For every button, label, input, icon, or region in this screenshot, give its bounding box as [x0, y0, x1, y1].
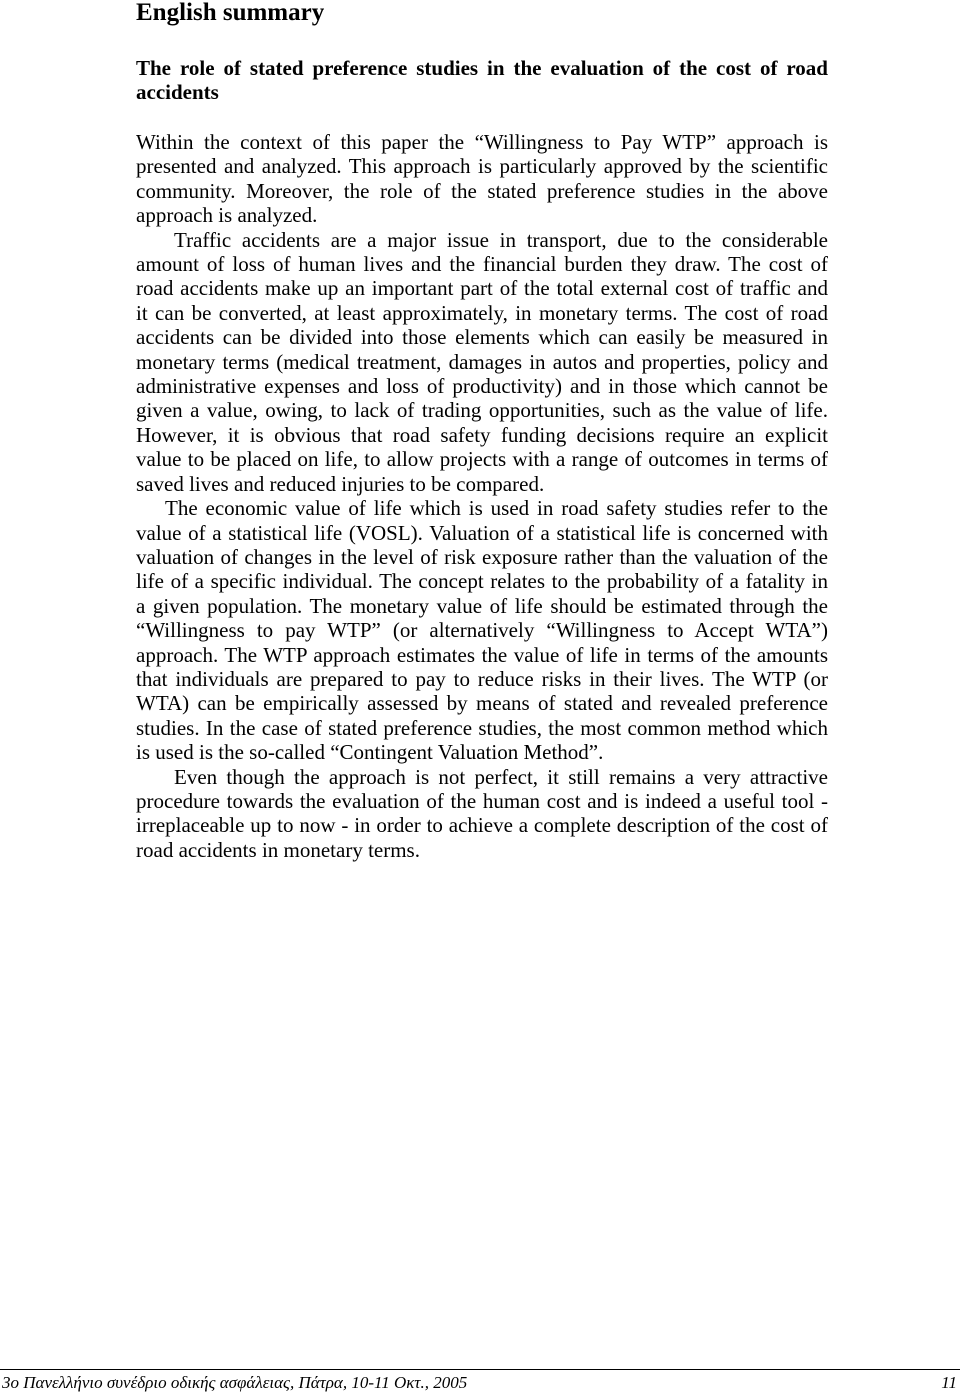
heading-line: accidents [136, 80, 219, 104]
body-line: presented and analyzed. This approach is particularly approved by the scientific [136, 154, 828, 179]
body-line: WTA) can be empirically assessed by means of stated and revealed preference [136, 691, 828, 716]
body-line: approach is analyzed. [136, 203, 318, 228]
body-line: that individuals are prepared to pay to reduce risks in their lives. The WTP (or [136, 666, 828, 691]
body-line: accidents can be divided into those elements which can easily be measured in [136, 325, 828, 350]
heading-line: The role of stated preference studies in the evaluation of the cost of road [136, 56, 828, 80]
paragraph [136, 228, 828, 496]
body-line: community. Moreover, the role of the stated preference studies in the above [136, 178, 828, 203]
body-line: procedure towards the evaluation of the human cost and is indeed a useful tool - [136, 788, 828, 813]
footer-divider [0, 1369, 960, 1370]
body-line: a given population. The monetary value of life should be estimated through the [136, 593, 828, 618]
paragraph [136, 496, 828, 764]
body-line: life of a specific individual. The concept relates to the probability of a fatality in [136, 569, 828, 594]
page-number: 11 [941, 1373, 957, 1392]
body-line: road accidents make up an important part of the total external cost of traffic and [136, 276, 828, 301]
footer-conference-text: 3ο Πανελλήνιο συνέδριο οδικής ασφάλειας, Πάτρα, 10-11 Οκτ., 2005 [2, 1373, 468, 1392]
body-line: irreplaceable up to now - in order to achieve a complete description of the cost of [136, 813, 828, 838]
body-line: given a value, owing, to lack of trading opportunities, such as the value of life. [136, 398, 828, 423]
paragraph [136, 130, 828, 228]
body-line: Even though the approach is not perfect, it still remains a very attractive [174, 764, 828, 789]
body-line: it can be converted, at least approximately, in monetary terms. The cost of road [136, 300, 828, 325]
body-line: However, it is obvious that road safety funding decisions require an explicit [136, 422, 828, 447]
body-line: Traffic accidents are a major issue in transport, due to the considerable [174, 227, 828, 252]
body-line: The economic value of life which is used in road safety studies refer to the [165, 496, 828, 521]
body-line: approach. The WTP approach estimates the value of life in terms of the amounts [136, 642, 828, 667]
summary-body [136, 130, 828, 862]
body-line: is used is the so-called “Contingent Valuation Method”. [136, 740, 604, 765]
body-line: “Willingness to pay WTP” (or alternatively “Willingness to Accept WTA”) [136, 618, 828, 643]
body-line: administrative expenses and loss of productivity) and in those which cannot be [136, 374, 828, 399]
page-title: English summary [136, 0, 325, 26]
body-line: Within the context of this paper the “Willingness to Pay WTP” approach is [136, 130, 828, 154]
summary-heading [136, 56, 828, 104]
body-line: valuation of changes in the level of risk exposure rather than the valuation of the [136, 544, 828, 569]
body-line: studies. In the case of stated preference studies, the most common method which [136, 715, 828, 740]
body-line: road accidents in monetary terms. [136, 837, 420, 862]
body-line: value to be placed on life, to allow projects with a range of outcomes in terms of [136, 447, 828, 472]
body-line: amount of loss of human lives and the financial burden they draw. The cost of [136, 252, 828, 277]
body-line: value of a statistical life (VOSL). Valuation of a statistical life is concerned with [136, 520, 828, 545]
paragraph [136, 765, 828, 863]
body-line: monetary terms (medical treatment, damages in autos and properties, policy and [136, 349, 828, 374]
body-line: saved lives and reduced injuries to be compared. [136, 471, 545, 496]
